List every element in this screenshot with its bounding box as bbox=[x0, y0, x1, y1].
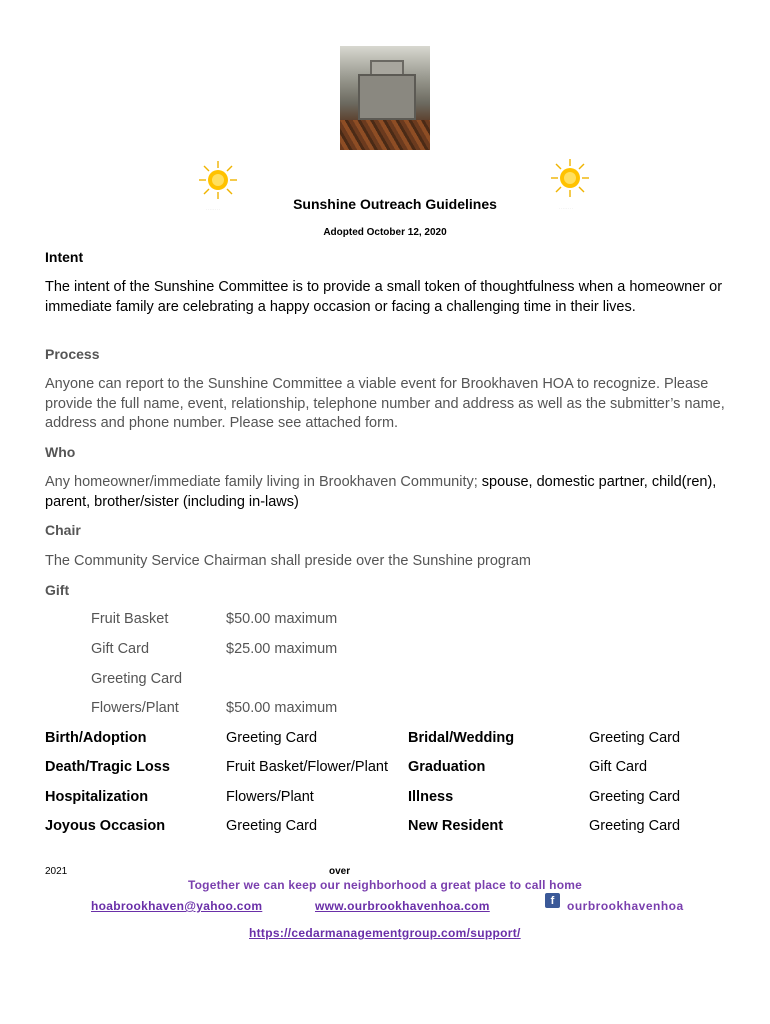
email-link[interactable]: hoabrookhaven@yahoo.com bbox=[91, 899, 263, 913]
sun-icon bbox=[550, 158, 590, 198]
gift-item-label: Greeting Card bbox=[91, 671, 183, 687]
event-name: Graduation bbox=[408, 759, 486, 775]
event-name: Bridal/Wedding bbox=[408, 730, 515, 746]
chair-heading: Chair bbox=[45, 522, 81, 538]
who-body-relations: spouse, domestic partner, child(ren), parent, brother/sister (including in-laws) bbox=[45, 474, 717, 510]
page-title: Sunshine Outreach Guidelines bbox=[293, 196, 497, 212]
adopted-date: Adopted October 12, 2020 bbox=[323, 227, 447, 238]
website-link[interactable]: www.ourbrookhavenhoa.com bbox=[315, 899, 490, 913]
event-gift: Flowers/Plant bbox=[226, 789, 314, 805]
gift-heading: Gift bbox=[45, 582, 70, 598]
event-name: Birth/Adoption bbox=[45, 730, 147, 746]
intent-heading: Intent bbox=[45, 249, 84, 265]
event-gift: Greeting Card bbox=[589, 789, 681, 805]
sun-icon bbox=[198, 160, 238, 200]
sun-caption: · · · · · · · · bbox=[206, 207, 220, 211]
event-gift: Greeting Card bbox=[589, 730, 681, 746]
process-heading: Process bbox=[45, 346, 100, 362]
who-body bbox=[45, 473, 745, 512]
event-gift: Greeting Card bbox=[589, 818, 681, 834]
event-gift: Gift Card bbox=[589, 759, 648, 775]
gift-item-value: $50.00 maximum bbox=[226, 611, 338, 627]
event-name: Hospitalization bbox=[45, 789, 149, 805]
event-name: Death/Tragic Loss bbox=[45, 759, 170, 775]
chair-body: The Community Service Chairman shall preside over the Sunshine program bbox=[45, 553, 531, 569]
gift-item-value: $50.00 maximum bbox=[226, 700, 338, 716]
who-heading: Who bbox=[45, 444, 76, 460]
facebook-icon[interactable]: f bbox=[545, 893, 560, 908]
footer-over: over bbox=[329, 866, 351, 877]
process-body: Anyone can report to the Sunshine Committee a viable event for Brookhaven HOA to recognize. Please provide the full name, event, relationship, telephone number and address as well as the submitter’s name, address and phone number. Please see attached form. bbox=[45, 376, 725, 431]
facebook-handle[interactable]: ourbrookhavenhoa bbox=[567, 899, 684, 913]
gift-item-label: Gift Card bbox=[91, 641, 150, 657]
footer-year: 2021 bbox=[45, 866, 68, 877]
who-body-eligibility: Any homeowner/immediate family living in Brookhaven Community; bbox=[45, 474, 482, 490]
event-gift: Greeting Card bbox=[226, 730, 318, 746]
gift-item-label: Fruit Basket bbox=[91, 611, 169, 627]
event-name: New Resident bbox=[408, 818, 504, 834]
event-gift: Fruit Basket/Flower/Plant bbox=[226, 759, 388, 775]
event-name: Joyous Occasion bbox=[45, 818, 166, 834]
event-gift: Greeting Card bbox=[226, 818, 318, 834]
leaf-covered-stone-photo bbox=[340, 46, 430, 150]
support-link[interactable]: https://cedarmanagementgroup.com/support/ bbox=[249, 926, 521, 940]
sun-caption: · · · · · · · · bbox=[559, 206, 573, 210]
gift-item-label: Flowers/Plant bbox=[91, 700, 179, 716]
event-name: Illness bbox=[408, 789, 454, 805]
gift-item-value: $25.00 maximum bbox=[226, 641, 338, 657]
intent-body: The intent of the Sunshine Committee is to provide a small token of thoughtfulness when a homeowner or immediate family are celebrating a happy occasion or facing a challenging time in their lives. bbox=[45, 279, 723, 315]
footer-tagline: Together we can keep our neighborhood a great place to call home bbox=[188, 878, 582, 892]
